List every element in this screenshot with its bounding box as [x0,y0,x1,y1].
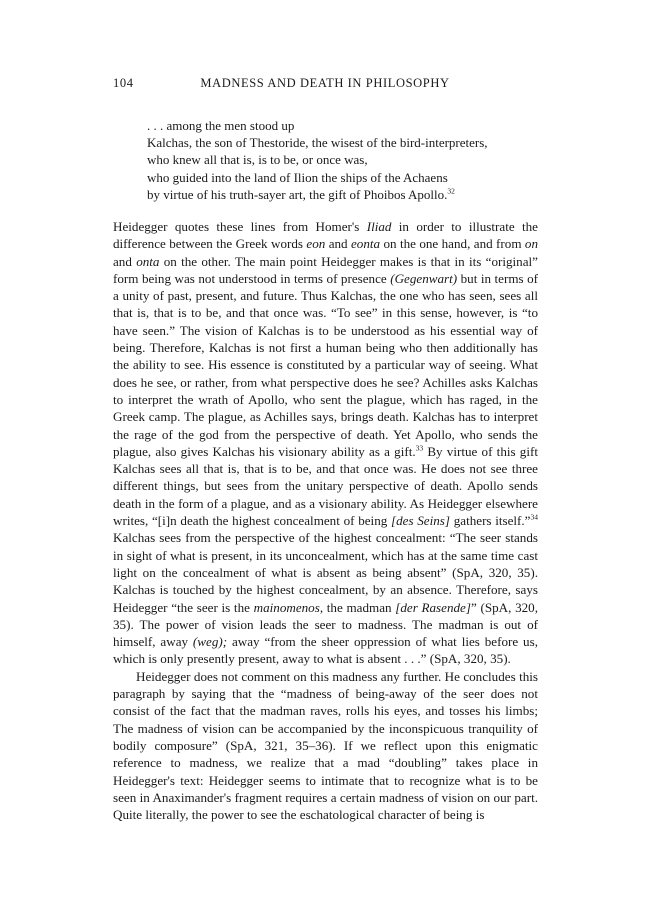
text-run: on the one hand, and from [380,236,525,252]
italic-term: Iliad [366,219,392,234]
quote-line: Kalchas, the son of Thestoride, the wisest of the bird-interpreters, [147,135,488,151]
footnote-ref-34: 34 [530,512,538,522]
quote-line: who guided into the land of Ilion the ships of the Achaens [147,169,448,185]
text-run: ” (SpA, 320, 35). The power of vision leads the seer to madness. The madman is out of himself, away [113,599,539,650]
italic-term: mainomenos, [253,599,324,615]
text-run: gathers itself.” [450,513,531,529]
italic-term: [der Rasende] [395,599,471,615]
text-run: but in terms of a unity of past, present, and future. Thus Kalchas, the one who has seen, sees all that is, that is to be, and that once was. “To see” in this sense, however, is “to have seen.” The vision of Kalchas is to be understood as his essential way of being. Therefore, Kalchas is not first a human being who then additionally has the ability to see. His essence is constituted by a particular way of seeing. What does he see, or rather, from what perspective does he see? Achilles asks Kalchas to interpret the wrath of Apollo, who sent the plague, which has raged, in the Greek camp. The plague, as Achilles says, brings death. Kalchas has to interpret the rage of the god from the perspective of death. Yet Apollo, who sends the plague, also gives Kalchas his visionary ability as a gift. [113,270,538,459]
paragraph-1 [113,218,538,668]
running-head: MADNESS AND DEATH IN PHILOSOPHY [200,76,450,90]
body-text [113,218,538,823]
text-run: Heidegger quotes these lines from Homer's [113,219,367,234]
page-header [113,76,537,96]
text-run: and [325,236,351,252]
page-number: 104 [113,76,134,90]
quote-line [147,186,542,203]
italic-term: onta [136,253,160,269]
footnote-ref-33: 33 [415,443,424,453]
text-run: Kalchas sees from the perspective of the highest concealment: “The seer stands in sight of what is present, in its unconcealment, which has at the same time cast light on the concealment of what is absent as being absent” (SpA, 320, 35). Kalchas is touched by the highest concealment, by an absence. Therefore, says Heidegger “the seer is the [113,530,538,615]
italic-term: (weg); [192,634,228,650]
footnote-ref-32: 32 [447,186,455,196]
text-run: away “from the sheer oppression of what lies before us, which is only presently present, away to what is absent . . .” (SpA, 320, 35). [113,634,538,667]
quote-line: . . . among the men stood up [147,118,295,133]
text-run: the madman [323,599,396,615]
quote-line-text: by virtue of his truth-sayer art, the gift of Phoibos Apollo. [147,186,448,202]
text-run: By virtue of this gift Kalchas sees all that is, that is to be, and that once was. He does not see three different things, but sees from the unitary perspective of death. Apollo sends death in the form of a plague, and as a visionary ability. As Heidegger elsewhere writes, “[i]n death the highest concealment of being [113,443,538,529]
block-quote [147,117,542,203]
italic-term: on [524,236,538,252]
italic-term: eonta [350,236,381,252]
quote-line: who knew all that is, is to be, or once was, [147,152,368,168]
paragraph-2: Heidegger does not comment on this madness any further. He concludes this paragraph by saying that the “madness of being-away of the seer does not consist of the fact that the madman raves, rolls his eyes, and tosses his limbs; The madness of vision can be accompanied by the inconspicuous tranquility of bodily composure” (SpA, 321, 35–36). If we reflect upon this enigmatic reference to madness, we realize that a mad “doubling” takes place in Heidegger's text: Heidegger seems to intimate that to recognize what is to be seen in Anaximander's fragment requires a certain madness of vision on our part. Quite literally, the power to see the eschatological character of being is [113,668,538,823]
text-run: on the other. The main point Heidegger makes is that in its “original” form being was not understood in terms of presence [113,253,538,286]
italic-term: (Gegenwart) [390,270,458,286]
italic-term: eon [306,236,326,252]
text-run: in order to illustrate the difference between the Greek words [113,219,538,252]
italic-term: [des Seins] [391,513,450,529]
text-run: and [113,253,137,269]
